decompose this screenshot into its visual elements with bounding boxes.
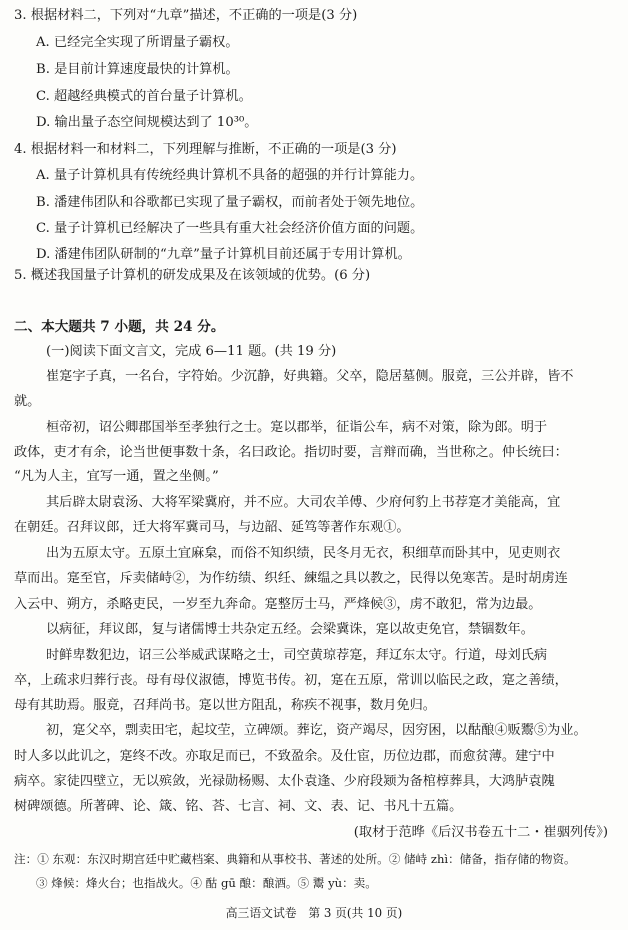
question-4-option-d: D. 潘建伟团队研制的“九章”量子计算机目前还属于专用计算机。 (36, 247, 411, 262)
question-4-option-a: A. 量子计算机具有传统经典计算机不具备的超强的并行计算能力。 (36, 168, 424, 183)
passage-line: 病卒。家徒四壁立，无以殡敛，光禄勋杨赐、太仆袁逢、少府段颎为备棺椁葬具，大鸿胪袁隗 (14, 774, 555, 789)
passage-line: 时人多以此讥之，寔终不改。亦取足而已，不致盈余。及仕宦，历位边郡，而愈贫薄。建宁中 (14, 749, 555, 764)
passage-line: 母有其助焉。服竟，召拜尚书。寔以世方阻乱，称疾不视事，数月免归。 (14, 698, 436, 713)
passage-line: 以病征，拜议郎，复与诸儒博士共杂定五经。会梁冀诛，寔以故吏免官，禁锢数年。 (46, 622, 534, 637)
passage-line: 在朝廷。召拜议郎，迁大将军冀司马，与边韶、延笃等著作东观①。 (14, 520, 410, 535)
passage-line: 树碑颂德。所著碑、论、箴、铭、荅、七言、祠、文、表、记、书凡十五篇。 (14, 799, 463, 814)
passage-line: 桓帝初，诏公卿郡国举至孝独行之士。寔以郡举，征诣公车，病不对策，除为郎。明于 (46, 420, 548, 435)
passage-line: 草而出。寔至官，斥卖储峙②，为作纺绩、织纴、練缊之具以教之，民得以免寒苦。是时胡虏连 (14, 571, 568, 586)
question-3-option-a: A. 已经完全实现了所谓量子霸权。 (36, 35, 239, 50)
question-3-stem: 3. 根据材料二，下列对“九章”描述，不正确的一项是(3 分) (14, 8, 358, 23)
annotation-note: ③ 烽候：烽火台；也指战火。④ 酤 gū 酿：酿酒。⑤ 鬻 yù：卖。 (36, 876, 377, 890)
passage-line: 出为五原太守。五原土宜麻枲，而俗不知织绩，民冬月无衣，积细草而卧其中，见吏则衣 (46, 546, 561, 561)
passage-line: 初，寔父卒，剽卖田宅，起坟茔，立碑颂。葬讫，资产竭尽，因穷困，以酤酿④贩鬻⑤为业。 (46, 723, 587, 738)
passage-line: 卒，上疏求归葬行丧。母有母仪淑德，博览书传。初，寔在五原，常训以临民之政，寔之善绩， (14, 673, 568, 688)
annotation-note: 注：① 东观：东汉时期宫廷中贮藏档案、典籍和从事校书、著述的处所。② 储峙 zhì：储备，指存储的物资。 (14, 852, 576, 866)
passage-line: 就。 (14, 394, 41, 409)
question-4-stem: 4. 根据材料一和材料二，下列理解与推断，不正确的一项是(3 分) (14, 142, 397, 157)
section-2-instruction: (一)阅读下面文言文，完成 6—11 题。(共 19 分) (46, 344, 337, 359)
page-footer: 高三语文试卷 第 3 页(共 10 页) (225, 906, 403, 920)
passage-line: 入云中、朔方，杀略吏民，一岁至九奔命。寔整厉士马，严烽候③，虏不敢犯，常为边最。 (14, 597, 542, 612)
passage-line: 时鲜卑数犯边，诏三公举威武谋略之士，司空黄琼荐寔，拜辽东太守。行道，母刘氏病 (46, 648, 548, 663)
passage-line: 崔寔字子真，一名台，字符始。少沉静，好典籍。父卒，隐居墓侧。服竟，三公并辟，皆不 (46, 369, 574, 384)
passage-line: “凡为人主，宜写一通，置之坐侧。” (14, 469, 219, 484)
question-4-option-b: B. 潘建伟团队和谷歌都已实现了量子霸权，而前者处于领先地位。 (36, 195, 424, 210)
section-2-title: 二、本大题共 7 小题，共 24 分。 (14, 319, 225, 335)
question-3-option-d: D. 输出量子态空间规模达到了 10³⁰。 (36, 115, 258, 130)
passage-line: 政体，吏才有余，论当世便事数十条，名曰政论。指切时要，言辩而确，当世称之。仲长统曰： (14, 445, 568, 460)
question-5-stem: 5. 概述我国量子计算机的研发成果及在该领域的优势。(6 分) (14, 268, 371, 283)
passage-line: 其后辟太尉袁汤、大将军梁冀府，并不应。大司农羊傅、少府何豹上书荐寔才美能高，宜 (46, 495, 561, 510)
question-4-option-c: C. 量子计算机已经解决了一些具有重大社会经济价值方面的问题。 (36, 221, 424, 236)
question-3-option-b: B. 是目前计算速度最快的计算机。 (36, 62, 239, 77)
source-citation: (取材于范晔《后汉书卷五十二・崔骃列传》) (353, 825, 608, 840)
question-3-option-c: C. 超越经典模式的首台量子计算机。 (36, 89, 252, 104)
